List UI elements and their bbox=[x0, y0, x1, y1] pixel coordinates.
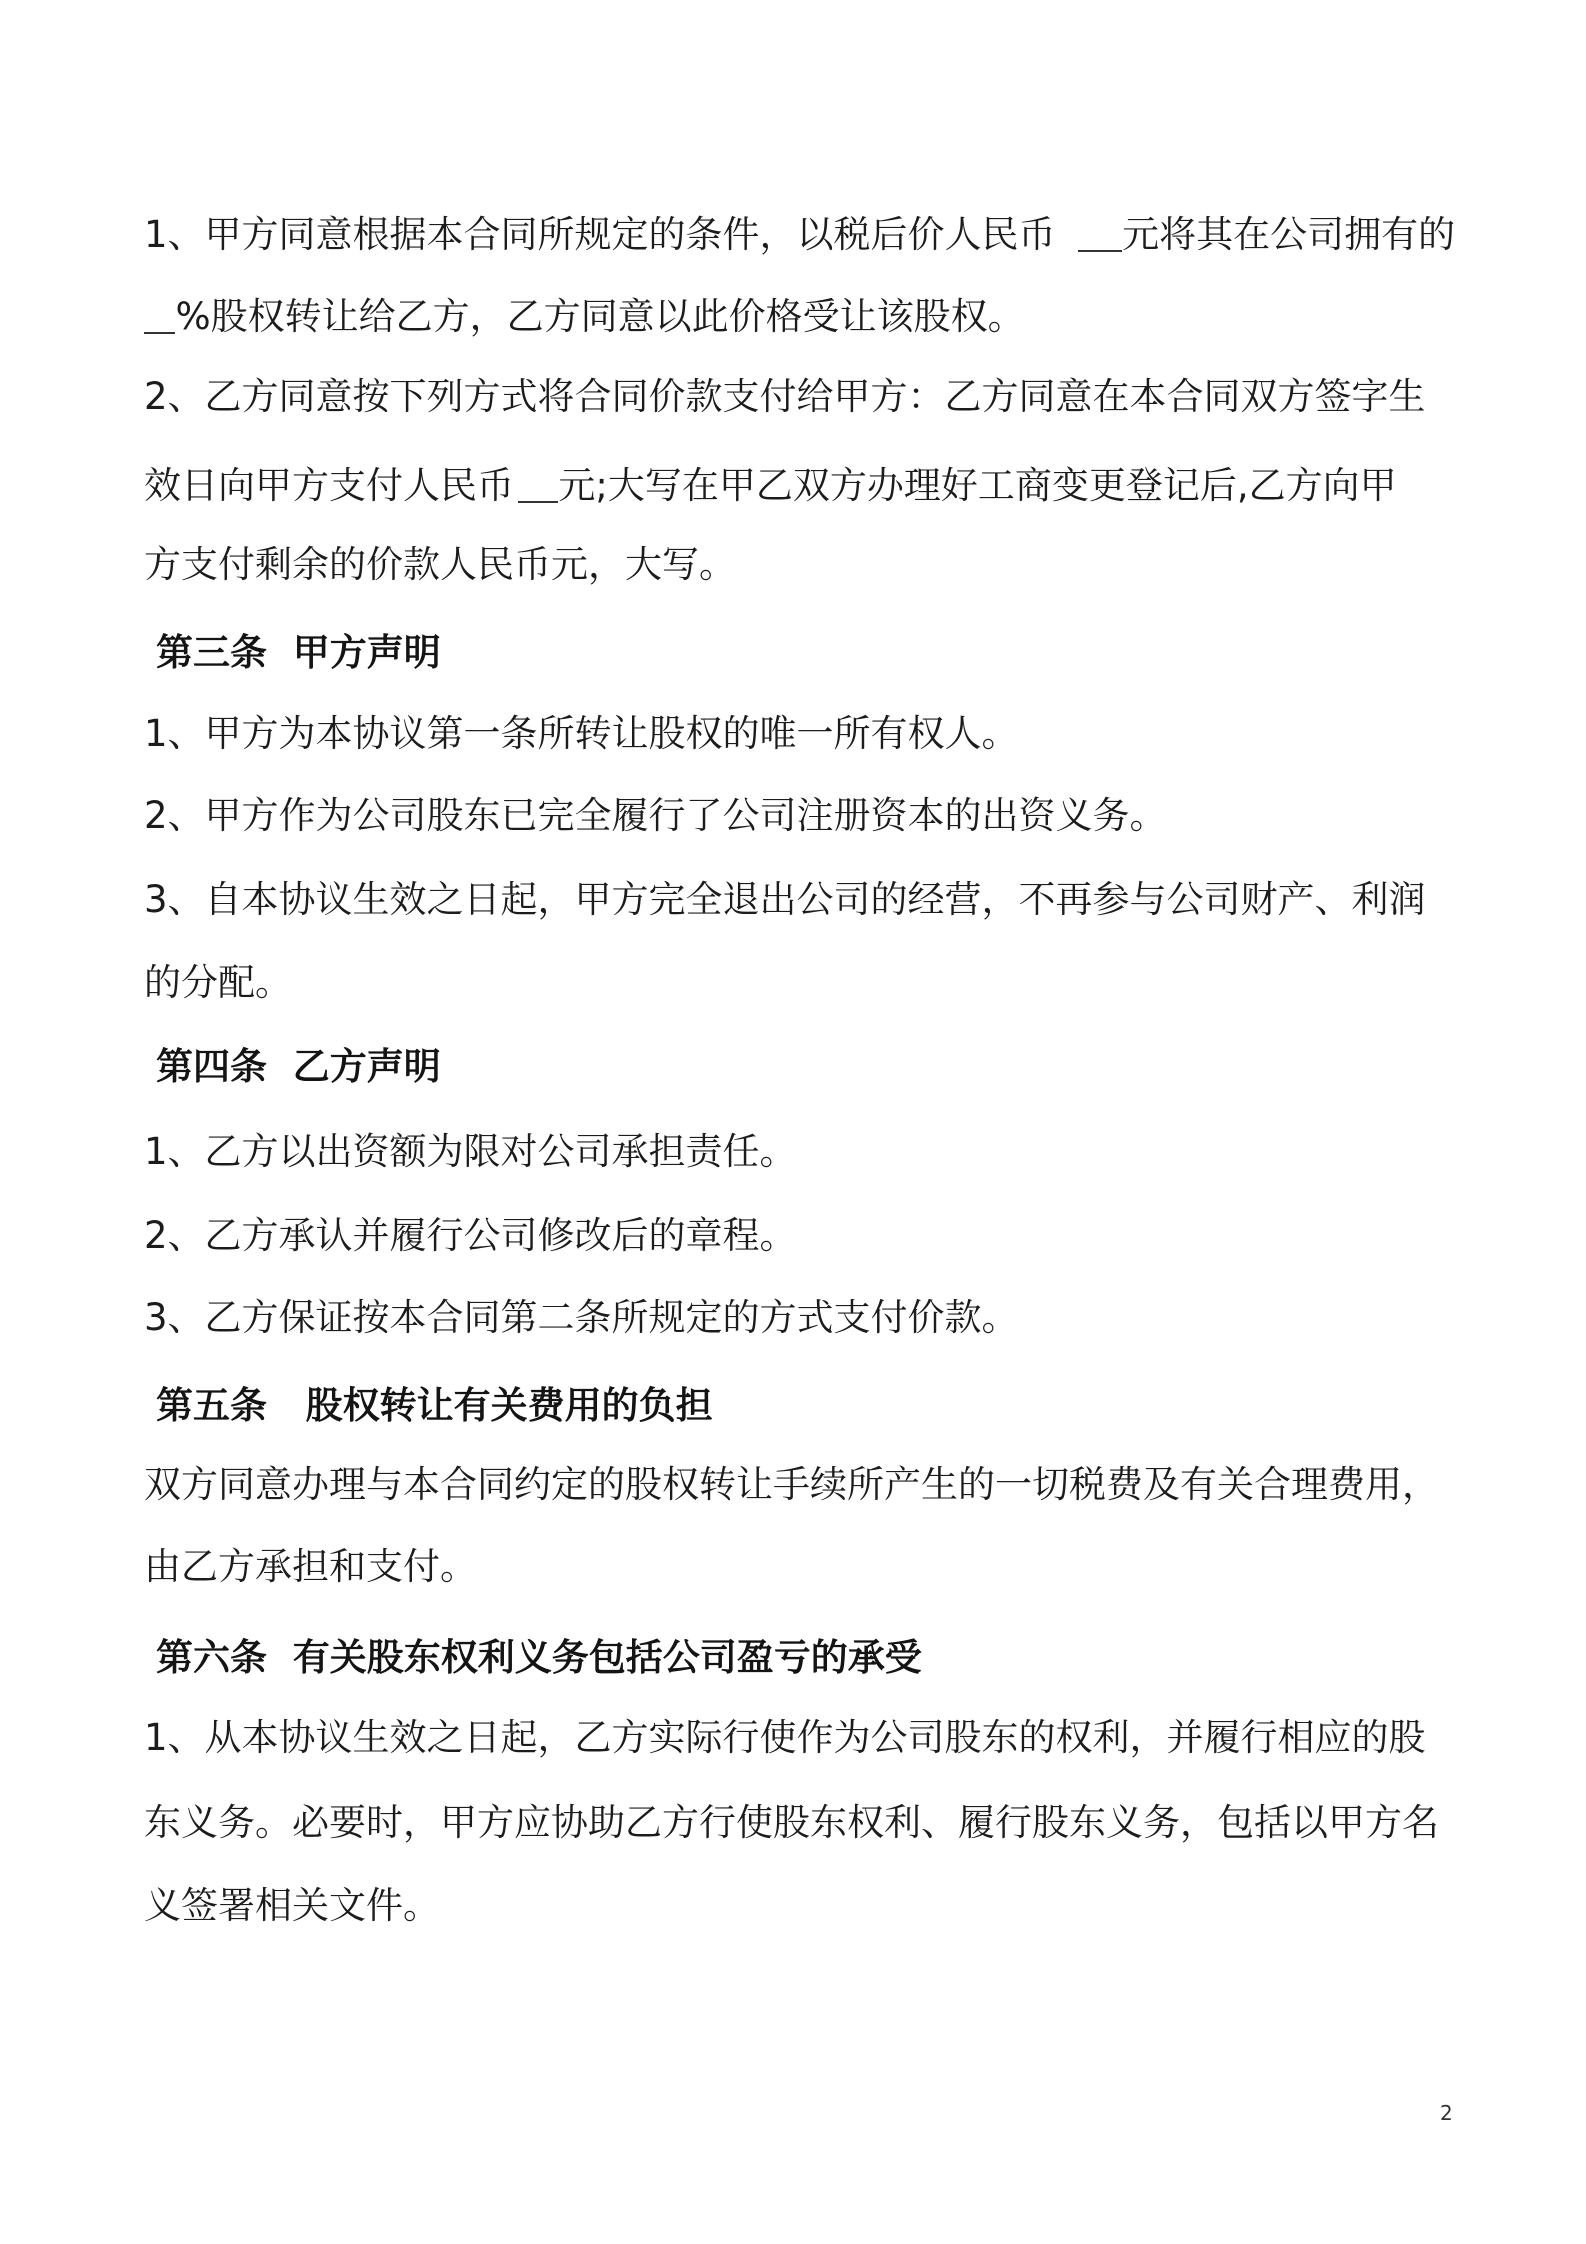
article6-item1-line2: 东义务。必要时，甲方应协助乙方行使股东权利、履行股东义务，包括以甲方名 bbox=[144, 1801, 1439, 1844]
article5-line2: 由乙方承担和支付。 bbox=[144, 1545, 477, 1588]
article3-item3-line2: 的分配。 bbox=[144, 961, 292, 1004]
article2-item2-line1 bbox=[144, 372, 1426, 422]
article3-item3-line1: 3、自本协议生效之日起，甲方完全退出公司的经营，不再参与公司财产、利润 bbox=[144, 878, 1426, 921]
article4-item1-line1: 1、乙方以出资额为限对公司承担责任。 bbox=[144, 1130, 797, 1173]
article4-item3-line1: 3、乙方保证按本合同第二条所规定的方式支付价款。 bbox=[144, 1296, 1019, 1339]
article2-item1-text-b: 元将其在公司拥有的 bbox=[1122, 213, 1456, 256]
article2-item1-line1 bbox=[144, 210, 1455, 260]
article2-item2-text-b: 效日向甲方支付人民币 bbox=[144, 464, 514, 507]
article2-item1-text-c: %股权转让给乙方，乙方同意以此价格受让该股权。 bbox=[175, 295, 1025, 338]
article3-item2-line1: 2、甲方作为公司股东已完全履行了公司注册资本的出资义务。 bbox=[144, 794, 1167, 837]
article2-item2-text-d: 方支付剩余的价款人民币元，大写。 bbox=[144, 543, 736, 586]
article2-item1-line2 bbox=[144, 292, 1025, 342]
share-percent-blank bbox=[144, 297, 175, 334]
payment-amount-blank bbox=[518, 466, 559, 503]
article2-item2-text-c: 元;大写在甲乙双方办理好工商变更登记后,乙方向甲 bbox=[558, 464, 1397, 507]
page-number: 2 bbox=[1440, 2101, 1453, 2125]
article2-item1-text-a: 1、甲方同意根据本合同所规定的条件，以税后价人民币 bbox=[144, 213, 1056, 256]
price-amount-blank bbox=[1078, 215, 1122, 252]
article2-item2-text-a: 2、乙方同意按下列方式将合同价款支付给甲方：乙方同意在本合同双方签字生 bbox=[144, 375, 1426, 418]
article6-heading: 第六条 有关股东权利义务包括公司盈亏的承受 bbox=[156, 1636, 922, 1679]
article6-item1-line3: 义签署相关文件。 bbox=[144, 1884, 440, 1927]
article2-item2-line3 bbox=[144, 540, 736, 590]
article5-heading: 第五条 股权转让有关费用的负担 bbox=[156, 1384, 713, 1427]
article6-item1-line1: 1、从本协议生效之日起，乙方实际行使作为公司股东的权利，并履行相应的股 bbox=[144, 1716, 1426, 1759]
article3-heading: 第三条 甲方声明 bbox=[156, 631, 441, 674]
article5-line1: 双方同意办理与本合同约定的股权转让手续所产生的一切税费及有关合理费用， bbox=[144, 1463, 1439, 1506]
article4-heading: 第四条 乙方声明 bbox=[156, 1045, 441, 1088]
article3-item1-line1: 1、甲方为本协议第一条所转让股权的唯一所有权人。 bbox=[144, 712, 1019, 755]
article2-item2-line2 bbox=[144, 461, 1397, 511]
article4-item2-line1: 2、乙方承认并履行公司修改后的章程。 bbox=[144, 1214, 797, 1257]
